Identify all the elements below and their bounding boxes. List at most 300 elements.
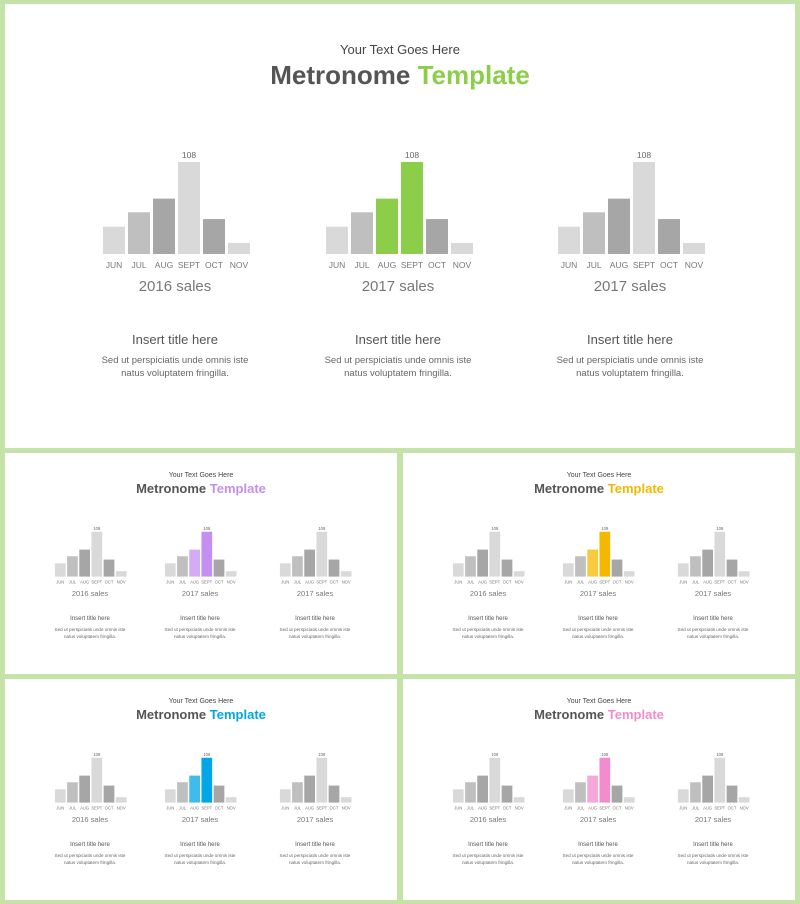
bar-jun [453,789,464,802]
tick-label-jun: JUN [679,579,688,585]
title-main: Metronome [136,707,207,722]
data-label-peak: 108 [93,751,101,757]
bar-chart-2017 [552,144,708,274]
bar-jul [67,556,78,576]
tick-label-nov: NOV [226,805,236,811]
bar-oct [658,219,680,254]
slide-title [5,707,397,722]
chart-panel-2017-highlight [162,523,238,648]
chart-panel-2016 [450,523,526,648]
bar-chart [162,523,238,587]
tick-label-oct: OCT [214,805,224,811]
bar-chart-2017-highlight [320,144,476,274]
tick-label-jul: JUL [293,805,302,811]
tick-label-jun: JUN [328,260,346,270]
tick-label-aug: AUG [609,260,629,270]
sales-label: 2017 sales [296,589,334,598]
title-accent: Template [607,707,664,722]
bar-aug [153,199,175,254]
tick-label-sept: SEPT [599,805,611,811]
insert-body-line-1: Sed ut perspiciatis unde omnis iste [324,355,472,366]
data-label-peak: 108 [601,751,609,757]
tick-label-oct: OCT [329,579,339,585]
data-label-peak: 108 [716,751,724,757]
bar-aug [702,776,713,803]
tick-label-jul: JUL [586,260,602,270]
insert-body-line-2: natus voluptatem fringilla. [173,860,227,865]
bar-jun [558,227,580,254]
bar-chart [52,749,128,813]
tick-label-oct: OCT [104,805,114,811]
insert-body-line-2: natus voluptatem fringilla. [461,860,515,865]
sales-label: 2016 sales [138,278,212,295]
chart-panel-2017 [675,749,751,874]
tick-label-sept: SEPT [400,260,424,270]
tick-label-aug: AUG [80,579,90,585]
insert-body-line-1: Sed ut perspiciatis unde omnis iste [452,853,524,858]
bar-jul [292,782,303,802]
title-accent: Template [607,481,664,496]
insert-body-line-1: Sed ut perspiciatis unde omnis iste [562,627,634,632]
chart-panel-2016 [97,144,253,394]
title-accent: Template [417,60,530,90]
tick-label-nov: NOV [116,579,126,585]
insert-title: Insert title here [180,616,220,622]
insert-body-line-2: natus voluptatem fringilla. [63,860,117,865]
data-label-peak: 108 [181,150,197,160]
tick-label-jun: JUN [56,805,65,811]
sales-label: 2017 sales [579,815,617,824]
sales-label: 2017 sales [181,815,219,824]
insert-body-line-1: Sed ut perspiciatis unde omnis iste [279,627,351,632]
slide-2-purple [5,453,397,674]
bar-aug [702,550,713,577]
bar-jun [165,789,176,802]
insert-body-line-1: Sed ut perspiciatis unde omnis iste [452,627,524,632]
chart-panel-2017-highlight [560,523,636,648]
title-main: Metronome [534,481,605,496]
title-main: Metronome [270,60,411,90]
bar-oct [426,219,448,254]
bar-jun [453,563,464,576]
insert-title: Insert title here [468,842,508,848]
tick-label-nov: NOV [739,805,749,811]
slide-kicker: Your Text Goes Here [168,472,234,479]
tick-label-jun: JUN [560,260,578,270]
bar-oct [104,786,115,803]
tick-label-oct: OCT [205,260,223,270]
bar-jul [465,782,476,802]
insert-title: Insert title here [132,332,218,347]
bar-chart [162,749,238,813]
bar-nov [624,571,635,576]
bar-aug [587,776,598,803]
tick-label-jun: JUN [281,579,290,585]
tick-label-oct: OCT [428,260,446,270]
insert-body-line-2: natus voluptatem fringilla. [571,860,625,865]
insert-title: Insert title here [693,616,733,622]
bar-nov [116,571,127,576]
insert-title: Insert title here [180,842,220,848]
tick-label-oct: OCT [727,579,737,585]
tick-label-nov: NOV [341,579,351,585]
bar-jun [103,227,125,254]
tick-label-oct: OCT [727,805,737,811]
tick-label-jul: JUL [576,579,585,585]
bar-aug [79,550,90,577]
insert-body-line-2: natus voluptatem fringilla. [686,634,740,639]
tick-label-jul: JUL [691,579,700,585]
chart-panel-2017-highlight [320,144,476,394]
tick-label-aug: AUG [80,805,90,811]
tick-label-aug: AUG [190,579,200,585]
data-label-peak: 108 [203,525,211,531]
bar-chart [675,523,751,587]
title-main: Metronome [136,481,207,496]
sales-label: 2017 sales [694,815,732,824]
bar-aug [608,199,630,254]
tick-label-jun: JUN [679,805,688,811]
bar-nov [683,243,705,254]
sales-label: 2017 sales [361,278,435,295]
tick-label-sept: SEPT [201,805,213,811]
tick-label-oct: OCT [329,805,339,811]
tick-label-oct: OCT [502,805,512,811]
bar-sept [201,758,212,803]
bar-jun [678,563,689,576]
bar-oct [214,786,225,803]
bar-aug [304,776,315,803]
sales-label: 2016 sales [469,815,507,824]
slide-3-yellow [403,453,795,674]
bar-sept [599,532,610,577]
tick-label-aug: AUG [478,805,488,811]
bar-jul [128,212,150,254]
insert-body-line-1: Sed ut perspiciatis unde omnis iste [54,627,126,632]
bar-jul [67,782,78,802]
bar-nov [341,571,352,576]
bar-nov [514,571,525,576]
insert-title: Insert title here [295,842,335,848]
insert-body-line-2: natus voluptatem fringilla. [576,368,684,379]
slide-4-blue [5,679,397,900]
slide-1 [5,4,795,448]
bar-sept [201,532,212,577]
bar-jul [177,556,188,576]
tick-label-nov: NOV [226,579,236,585]
bar-aug [376,199,398,254]
tick-label-sept: SEPT [177,260,201,270]
tick-label-jul: JUL [68,805,77,811]
tick-label-sept: SEPT [714,805,726,811]
tick-label-jun: JUN [281,805,290,811]
chart-panel-2017-highlight [560,749,636,874]
tick-label-aug: AUG [305,579,315,585]
bar-nov [341,797,352,802]
tick-label-nov: NOV [624,805,634,811]
bar-jul [351,212,373,254]
data-label-peak: 108 [491,525,499,531]
insert-body-line-2: natus voluptatem fringilla. [173,634,227,639]
bar-aug [477,550,488,577]
bar-nov [739,797,750,802]
bar-jun [280,789,291,802]
chart-panel-2017-highlight [162,749,238,874]
tick-label-jun: JUN [454,579,463,585]
bar-sept [633,162,655,254]
bar-chart [560,749,636,813]
insert-body-line-1: Sed ut perspiciatis unde omnis iste [164,627,236,632]
title-accent: Template [209,481,266,496]
chart-panel-2017 [552,144,708,394]
bar-oct [502,560,513,577]
sales-label: 2017 sales [694,589,732,598]
tick-label-oct: OCT [214,579,224,585]
bar-chart [277,749,353,813]
tick-label-jul: JUL [466,805,475,811]
tick-label-nov: NOV [624,579,634,585]
bar-sept [714,532,725,577]
tick-label-nov: NOV [341,805,351,811]
insert-title: Insert title here [578,616,618,622]
bar-sept [316,532,327,577]
sales-label: 2017 sales [181,589,219,598]
data-label-peak: 108 [203,751,211,757]
bar-chart [560,523,636,587]
bar-oct [104,560,115,577]
insert-body-line-2: natus voluptatem fringilla. [63,634,117,639]
bar-aug [587,550,598,577]
tick-label-nov: NOV [452,260,472,270]
tick-label-aug: AUG [703,805,713,811]
bar-sept [599,758,610,803]
tick-label-sept: SEPT [316,805,328,811]
chart-panel-2017 [675,523,751,648]
insert-title: Insert title here [578,842,618,848]
tick-label-jul: JUL [131,260,147,270]
slide-title [403,707,795,722]
insert-body-line-2: natus voluptatem fringilla. [461,634,515,639]
bar-aug [189,776,200,803]
bar-nov [514,797,525,802]
chart-panel-2017 [277,749,353,874]
bar-jun [678,789,689,802]
bar-oct [329,786,340,803]
bar-chart [277,523,353,587]
slide-kicker: Your Text Goes Here [340,42,460,57]
tick-label-sept: SEPT [489,579,501,585]
data-label-peak: 108 [93,525,101,531]
bar-oct [214,560,225,577]
tick-label-nov: NOV [514,805,524,811]
bar-jun [55,563,66,576]
bar-jul [575,782,586,802]
tick-label-aug: AUG [588,579,598,585]
bar-sept [91,758,102,803]
tick-label-sept: SEPT [316,579,328,585]
insert-title: Insert title here [468,616,508,622]
tick-label-sept: SEPT [632,260,656,270]
tick-label-sept: SEPT [599,579,611,585]
bar-oct [612,560,623,577]
bar-oct [203,219,225,254]
bar-sept [489,758,500,803]
tick-label-sept: SEPT [201,579,213,585]
slide-kicker: Your Text Goes Here [566,472,632,479]
insert-body-line-1: Sed ut perspiciatis unde omnis iste [677,627,749,632]
tick-label-sept: SEPT [489,805,501,811]
tick-label-oct: OCT [612,579,622,585]
tick-label-aug: AUG [377,260,397,270]
insert-title: Insert title here [587,332,673,347]
bar-oct [612,786,623,803]
bar-nov [228,243,250,254]
insert-body-line-1: Sed ut perspiciatis unde omnis iste [54,853,126,858]
bar-oct [329,560,340,577]
bar-jun [563,789,574,802]
insert-body-line-2: natus voluptatem fringilla. [288,860,342,865]
tick-label-aug: AUG [190,805,200,811]
insert-body-line-1: Sed ut perspiciatis unde omnis iste [101,355,249,366]
bar-chart-2016 [97,144,253,274]
tick-label-sept: SEPT [91,579,103,585]
insert-body-line-2: natus voluptatem fringilla. [344,368,452,379]
tick-label-sept: SEPT [91,805,103,811]
tick-label-nov: NOV [514,579,524,585]
insert-body-line-1: Sed ut perspiciatis unde omnis iste [164,853,236,858]
insert-title: Insert title here [70,616,110,622]
insert-title: Insert title here [355,332,441,347]
tick-label-oct: OCT [612,805,622,811]
bar-aug [477,776,488,803]
bar-jun [280,563,291,576]
insert-body-line-1: Sed ut perspiciatis unde omnis iste [556,355,704,366]
bar-jun [55,789,66,802]
bar-oct [727,560,738,577]
tick-label-sept: SEPT [714,579,726,585]
sales-label: 2017 sales [579,589,617,598]
sales-label: 2016 sales [71,589,109,598]
tick-label-aug: AUG [588,805,598,811]
tick-label-jul: JUL [354,260,370,270]
insert-body-line-2: natus voluptatem fringilla. [571,634,625,639]
data-label-peak: 108 [636,150,652,160]
bar-chart [52,523,128,587]
bar-jul [690,782,701,802]
bar-jul [465,556,476,576]
tick-label-nov: NOV [739,579,749,585]
tick-label-oct: OCT [104,579,114,585]
data-label-peak: 108 [404,150,420,160]
insert-body-line-1: Sed ut perspiciatis unde omnis iste [562,853,634,858]
bar-jul [177,782,188,802]
data-label-peak: 108 [318,751,326,757]
sales-label: 2016 sales [71,815,109,824]
tick-label-oct: OCT [660,260,678,270]
tick-label-jul: JUL [466,579,475,585]
slide-title [5,60,795,91]
tick-label-jul: JUL [178,579,187,585]
tick-label-aug: AUG [478,579,488,585]
tick-label-oct: OCT [502,579,512,585]
data-label-peak: 108 [491,751,499,757]
tick-label-jun: JUN [105,260,123,270]
insert-body-line-2: natus voluptatem fringilla. [121,368,229,379]
chart-panel-2017 [277,523,353,648]
tick-label-nov: NOV [116,805,126,811]
sales-label: 2016 sales [469,589,507,598]
bar-sept [91,532,102,577]
title-main: Metronome [534,707,605,722]
bar-sept [316,758,327,803]
tick-label-jul: JUL [293,579,302,585]
tick-label-jun: JUN [564,579,573,585]
slide-title [5,481,397,496]
tick-label-jul: JUL [576,805,585,811]
tick-label-jul: JUL [68,579,77,585]
bar-sept [178,162,200,254]
bar-jun [326,227,348,254]
bar-aug [79,776,90,803]
bar-nov [116,797,127,802]
slide-title [403,481,795,496]
tick-label-jul: JUL [691,805,700,811]
chart-panel-2016 [52,523,128,648]
insert-body-line-2: natus voluptatem fringilla. [288,634,342,639]
sales-label: 2017 sales [593,278,667,295]
insert-title: Insert title here [295,616,335,622]
bar-jul [583,212,605,254]
bar-nov [739,571,750,576]
bar-chart [450,749,526,813]
bar-sept [489,532,500,577]
data-label-peak: 108 [716,525,724,531]
data-label-peak: 108 [601,525,609,531]
bar-jul [575,556,586,576]
bar-aug [189,550,200,577]
tick-label-jun: JUN [166,805,175,811]
tick-label-nov: NOV [229,260,249,270]
bar-oct [502,786,513,803]
bar-nov [226,797,237,802]
tick-label-jun: JUN [56,579,65,585]
bar-jul [690,556,701,576]
tick-label-jun: JUN [454,805,463,811]
bar-nov [624,797,635,802]
tick-label-nov: NOV [684,260,704,270]
tick-label-jun: JUN [166,579,175,585]
chart-panel-2016 [450,749,526,874]
chart-panel-2016 [52,749,128,874]
bar-sept [401,162,423,254]
bar-oct [727,786,738,803]
bar-nov [451,243,473,254]
tick-label-jun: JUN [564,805,573,811]
bar-chart [675,749,751,813]
insert-body-line-1: Sed ut perspiciatis unde omnis iste [677,853,749,858]
slide-kicker: Your Text Goes Here [566,698,632,705]
insert-title: Insert title here [693,842,733,848]
tick-label-jul: JUL [178,805,187,811]
bar-sept [714,758,725,803]
insert-body-line-2: natus voluptatem fringilla. [686,860,740,865]
title-accent: Template [209,707,266,722]
tick-label-aug: AUG [305,805,315,811]
bar-jun [563,563,574,576]
bar-nov [226,571,237,576]
slide-kicker: Your Text Goes Here [168,698,234,705]
data-label-peak: 108 [318,525,326,531]
